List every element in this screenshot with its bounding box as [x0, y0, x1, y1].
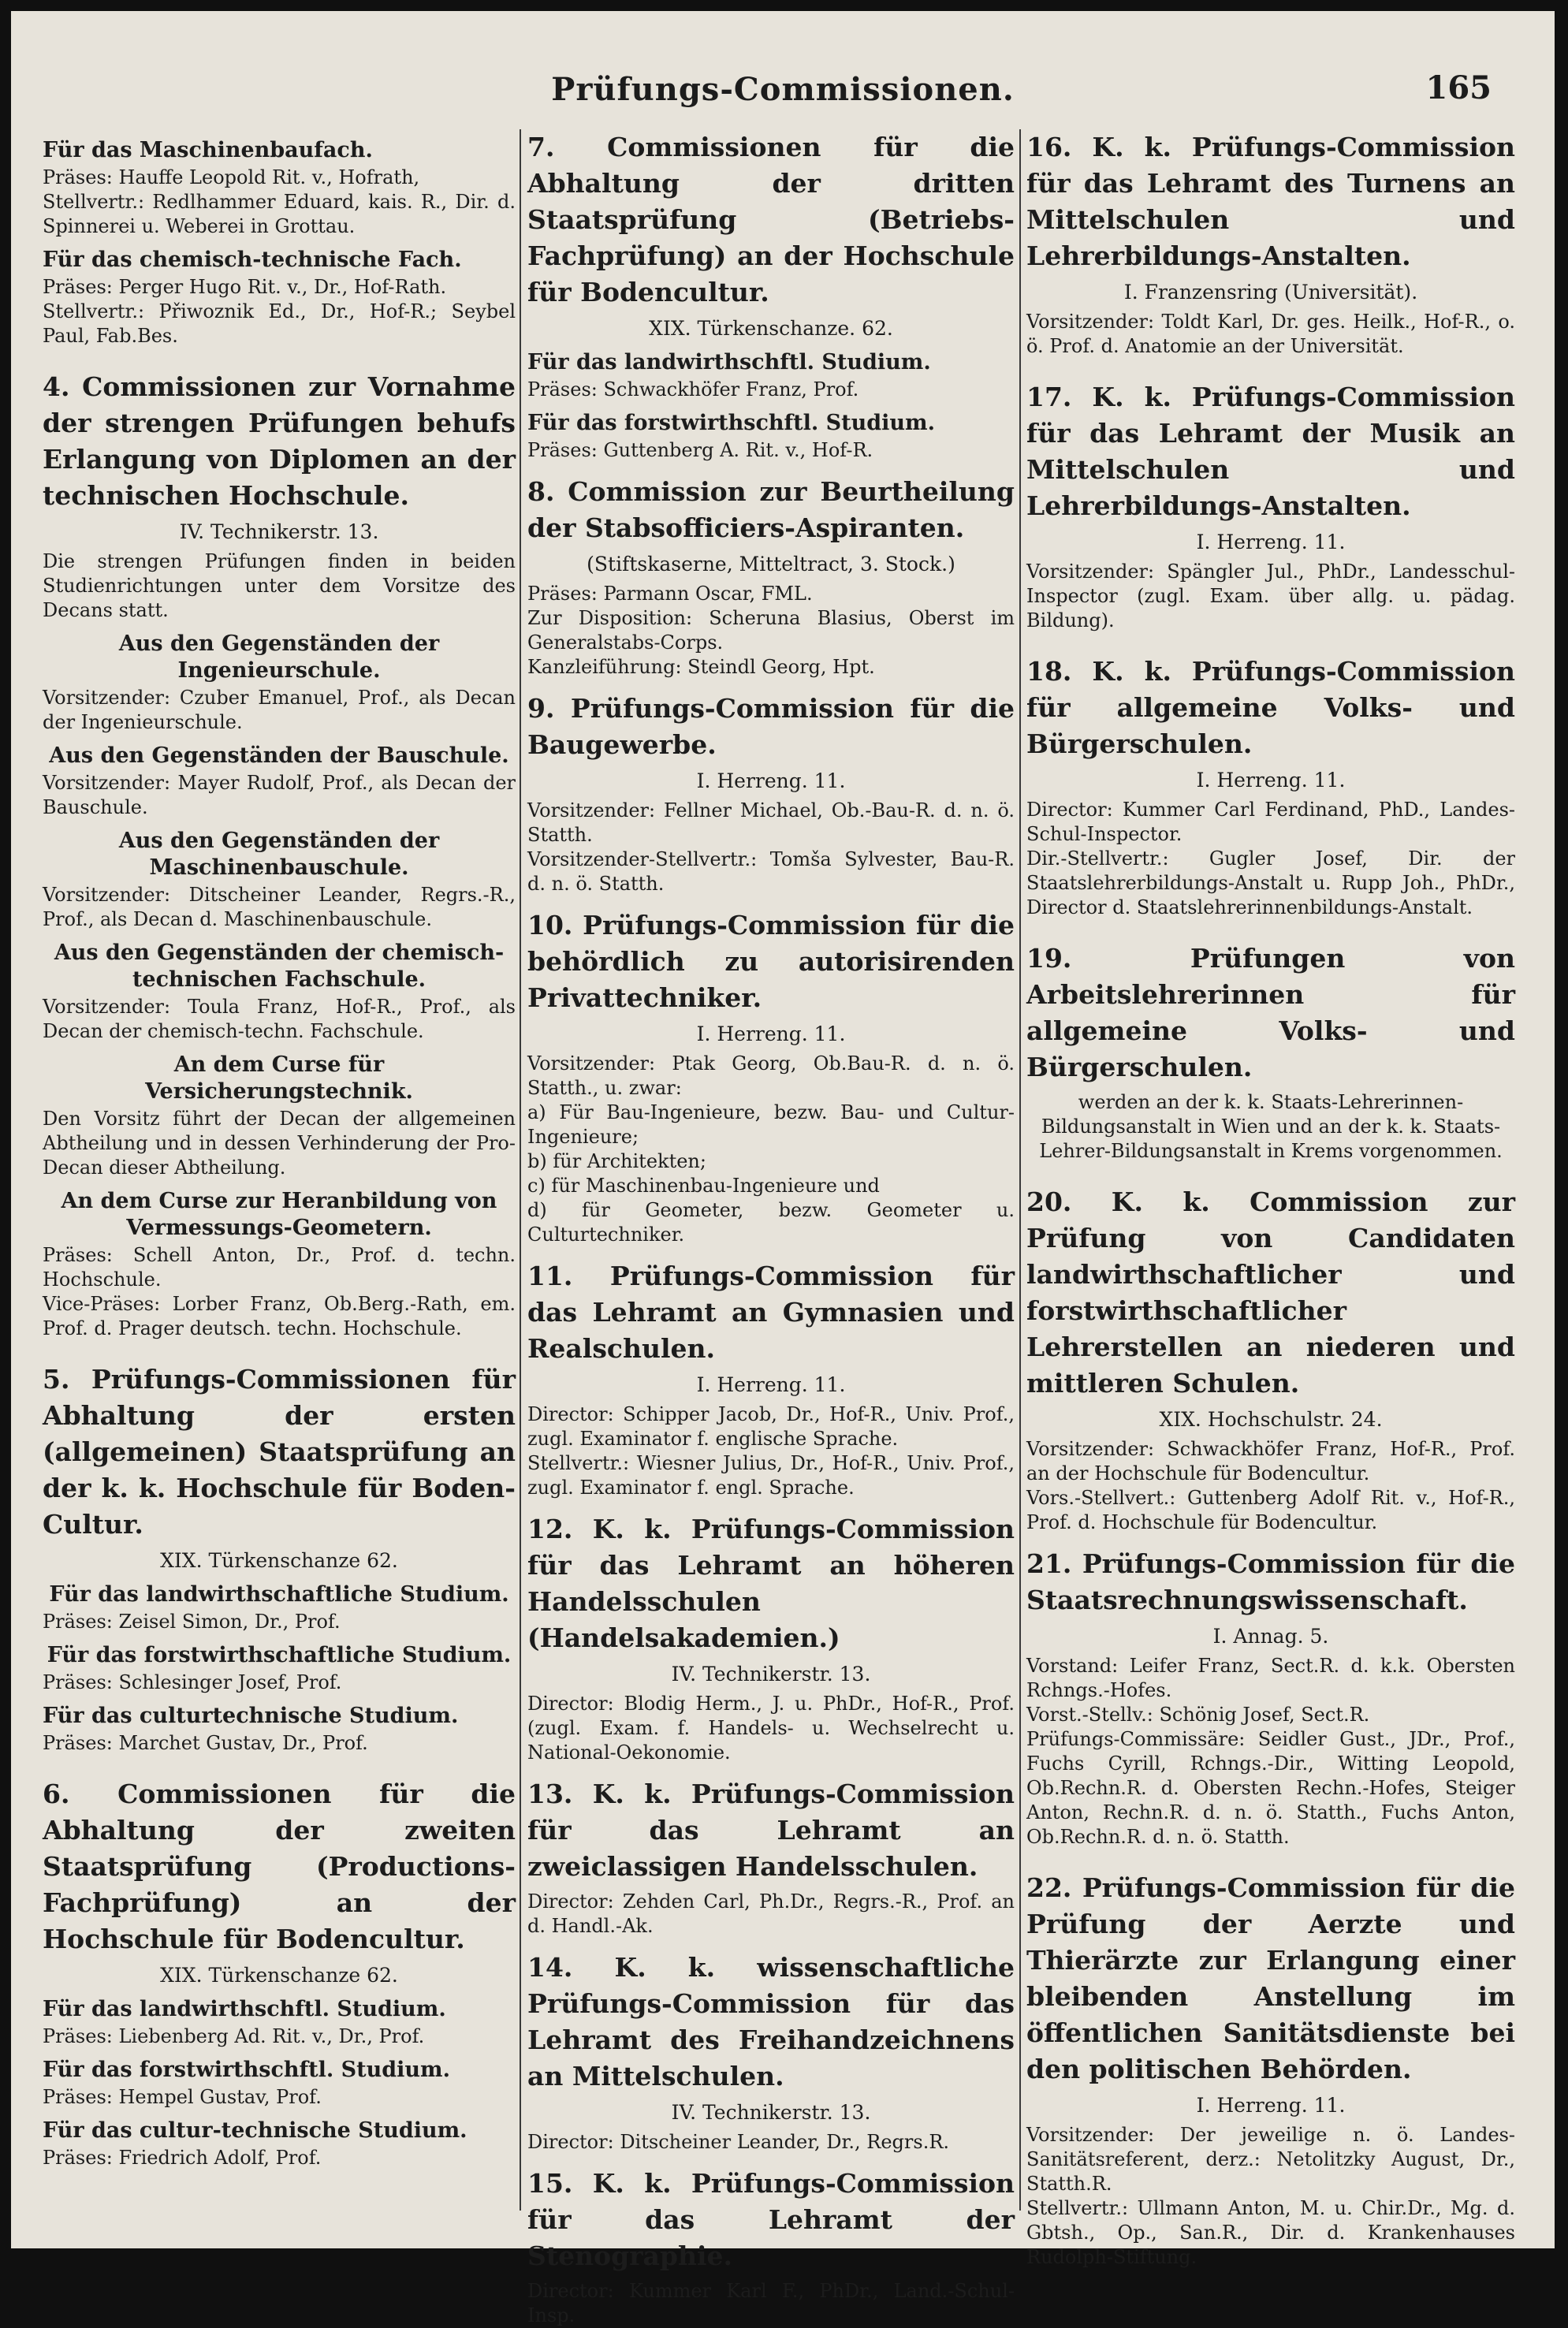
subsection-title: Für das landwirthschaftliche Studium.: [49, 1582, 509, 1607]
entry-text: c) für Maschinenbau-Ingenieure und: [527, 1175, 880, 1197]
entry-text: Director: Kummer Carl Ferdinand, PhD., Landes-Schul-Inspector.: [1026, 799, 1515, 845]
entry-text: Vorsitzender-Stellvertr.: Tomša Sylvester, Bau-R. d. n. ö. Statth.: [527, 848, 1015, 895]
subsection-title: Aus den Gegenständen der Ingenieurschule.: [118, 631, 440, 683]
entry-text: Kanzleiführung: Steindl Georg, Hpt.: [527, 656, 875, 678]
subsection-title: Aus den Gegenständen der chemisch-technischen Fachschule.: [54, 941, 505, 992]
entry-text: Vorsitzender: Fellner Michael, Ob.-Bau-R. d. n. ö. Statth.: [527, 799, 1015, 846]
entry-text: Den Vorsitz führt der Decan der allgemeinen Abtheilung und in dessen Verhinderung der Pro-Decan dieser Abtheilung.: [43, 1108, 516, 1179]
entry-text: Präses: Schlesinger Josef, Prof.: [43, 1671, 342, 1693]
entry-text: Vorst.-Stellv.: Schönig Josef, Sect.R.: [1026, 1704, 1370, 1726]
subsection-title: Aus den Gegenständen der Maschinenbauschule.: [118, 829, 440, 880]
section-heading: 12. K. k. Prüfungs-Commission für das Lehramt an höheren Handelsschulen (Handelsakademien.): [527, 1514, 1015, 1653]
section-heading: 16. K. k. Prüfungs-Commission für das Lehramt des Turnens an Mittelschulen und Lehrerbildungs-Anstalten.: [1026, 132, 1515, 271]
address: (Stiftskaserne, Mitteltract, 3. Stock.): [587, 553, 955, 575]
column-divider: [520, 129, 521, 2211]
subsection-title: Für das forstwirthschftl. Studium.: [527, 411, 936, 435]
entry-text: Vorsitzender: Mayer Rudolf, Prof., als Decan der Bauschule.: [43, 772, 516, 818]
entry-text: Die strengen Prüfungen finden in beiden Studienrichtungen unter dem Vorsitze des Decans statt.: [43, 550, 516, 621]
page-number: 165: [1425, 69, 1492, 106]
entry-text: Präses: Marchet Gustav, Dr., Prof.: [43, 1732, 368, 1754]
address: I. Herreng. 11.: [1196, 769, 1346, 792]
entry-text: Vorsitzender: Ditscheiner Leander, Regrs.-R., Prof., als Decan d. Maschinenbauschule.: [43, 884, 516, 930]
address: XIX. Hochschulstr. 24.: [1159, 1408, 1383, 1431]
entry-text: Präses: Perger Hugo Rit. v., Dr., Hof-Rath.: [43, 276, 447, 298]
section-heading: 17. K. k. Prüfungs-Commission für das Lehramt der Musik an Mittelschulen und Lehrerbildungs-Anstalten.: [1026, 382, 1515, 521]
section-heading: 11. Prüfungs-Commission für das Lehramt an Gymnasien und Realschulen.: [527, 1261, 1015, 1364]
subsection-title: An dem Curse für Versicherungstechnik.: [145, 1052, 413, 1104]
entry-text: Präses: Hempel Gustav, Prof.: [43, 2086, 322, 2108]
section-heading: 9. Prüfungs-Commission für die Baugewerbe.: [527, 693, 1015, 760]
entry-text: Vorsitzender: Spängler Jul., PhDr., Landesschul-Inspector (zugl. Exam. über allg. u. pädag. Bildung).: [1026, 561, 1515, 631]
entry-text: Präses: Parmann Oscar, FML.: [527, 583, 813, 605]
entry-text: Vorsitzender: Ptak Georg, Ob.Bau-R. d. n. ö. Statth., u. zwar:: [527, 1052, 1015, 1099]
entry-text: Zur Disposition: Scheruna Blasius, Oberst im Generalstabs-Corps.: [527, 607, 1015, 654]
entry-text: Vors.-Stellvert.: Guttenberg Adolf Rit. v., Hof-R., Prof. d. Hochschule für Bodencultur.: [1026, 1487, 1515, 1533]
entry-text: Director: Blodig Herm., J. u. PhDr., Hof-R., Prof. (zugl. Exam. f. Handels- u. Wechselrecht u. National-Oekonomie.: [527, 1693, 1015, 1764]
address: I. Herreng. 11.: [1196, 2094, 1346, 2117]
entry-text: Prüfungs-Commissäre: Seidler Gust., JDr., Prof., Fuchs Cyrill, Rchngs.-Dir., Witting Leopold, Ob.Rechn.R. d. Obersten Rechn.-Hofes, Steiger Anton, Rechn.R. d. n. ö. Statth., Fuchs Anton, Ob.Rechn.R. d. n. ö. Statth.: [1026, 1728, 1515, 1848]
address: I. Herreng. 11.: [696, 1373, 846, 1396]
entry-text: a) Für Bau-Ingenieure, bezw. Bau- und Cultur-Ingenieure;: [527, 1101, 1015, 1148]
section-heading: 18. K. k. Prüfungs-Commission für allgemeine Volks- und Bürgerschulen.: [1026, 656, 1515, 759]
entry-text: Stellvertr.: Redlhammer Eduard, kais. R., Dir. d. Spinnerei u. Weberei in Grottau.: [43, 191, 516, 237]
subsection-title: An dem Curse zur Heranbildung von Vermessungs-Geometern.: [61, 1189, 497, 1240]
entry-text: Präses: Guttenberg A. Rit. v., Hof-R.: [527, 439, 873, 461]
entry-text: Vorsitzender: Czuber Emanuel, Prof., als Decan der Ingenieurschule.: [43, 687, 516, 733]
address: I. Herreng. 11.: [1196, 531, 1346, 553]
entry-text: Vorsitzender: Toula Franz, Hof-R., Prof., als Decan der chemisch-techn. Fachschule.: [43, 996, 516, 1042]
subsection-title: Für das Maschinenbaufach.: [43, 138, 373, 162]
section-heading: 14. K. k. wissenschaftliche Prüfungs-Commission für das Lehramt des Freihandzeichnens an Mittelschulen.: [527, 1952, 1015, 2091]
column-divider: [1019, 129, 1021, 2211]
address: IV. Technikerstr. 13.: [671, 1663, 871, 1685]
entry-text: Stellvertr.: Ullmann Anton, M. u. Chir.Dr., Mg. d. Gbtsh., Op., San.R., Dir. d. Krankenhauses Rudolph-Stiftung.: [1026, 2197, 1515, 2268]
section-heading: 8. Commission zur Beurtheilung der Stabsofficiers-Aspiranten.: [527, 476, 1015, 543]
entry-text: Vorsitzender: Schwackhöfer Franz, Hof-R., Prof. an der Hochschule für Bodencultur.: [1026, 1438, 1515, 1484]
entry-text: Director: Ditscheiner Leander, Dr., Regrs.R.: [527, 2131, 950, 2153]
entry-text: b) für Architekten;: [527, 1150, 706, 1172]
column-left: [43, 129, 516, 2170]
address: I. Herreng. 11.: [696, 769, 846, 792]
entry-text: Vice-Präses: Lorber Franz, Ob.Berg.-Rath, em. Prof. d. Prager deutsch. techn. Hochschule.: [43, 1293, 516, 1339]
entry-text: Director: Zehden Carl, Ph.Dr., Regrs.-R., Prof. an d. Handl.-Ak.: [527, 1890, 1015, 1937]
entry-text: Vorsitzender: Der jeweilige n. ö. Landes-Sanitätsreferent, derz.: Netolitzky August, Dr., Statth.R.: [1026, 2124, 1515, 2195]
entry-text: Präses: Schell Anton, Dr., Prof. d. techn. Hochschule.: [43, 1244, 516, 1291]
subsection-title: Für das chemisch-technische Fach.: [43, 248, 462, 272]
address: XIX. Türkenschanze. 62.: [649, 317, 893, 340]
entry-text: Director: Schipper Jacob, Dr., Hof-R., Univ. Prof., zugl. Examinator f. englische Sprache.: [527, 1403, 1015, 1450]
column-middle: [527, 129, 1015, 2328]
entry-text: Präses: Hauffe Leopold Rit. v., Hofrath,: [43, 166, 420, 188]
subsection-title: Für das forstwirthschftl. Studium.: [43, 2058, 451, 2082]
address: XIX. Türkenschanze 62.: [160, 1549, 398, 1572]
entry-text: Präses: Friedrich Adolf, Prof.: [43, 2147, 322, 2169]
section-heading: 10. Prüfungs-Commission für die behördlich zu autorisirenden Privattechniker.: [527, 910, 1015, 1013]
section-heading: 21. Prüfungs-Commission für die Staatsrechnungswissenschaft.: [1026, 1548, 1515, 1615]
entry-text: werden an der k. k. Staats-Lehrerinnen-Bildungsanstalt in Wien und an der k. k. Staats-Lehrer-Bildungsanstalt in Krems vorgenommen.: [1039, 1091, 1503, 1162]
address: IV. Technikerstr. 13.: [179, 520, 379, 543]
entry-text: Präses: Schwackhöfer Franz, Prof.: [527, 378, 859, 400]
entry-text: Präses: Liebenberg Ad. Rit. v., Dr., Prof.: [43, 2025, 425, 2047]
section-heading: 4. Commissionen zur Vornahme der strengen Prüfungen behufs Erlangung von Diplomen an der technischen Hochschule.: [43, 371, 516, 511]
entry-text: Präses: Zeisel Simon, Dr., Prof.: [43, 1611, 341, 1633]
entry-text: Vorstand: Leifer Franz, Sect.R. d. k.k. Obersten Rchngs.-Hofes.: [1026, 1655, 1515, 1701]
section-heading: 6. Commissionen für die Abhaltung der zweiten Staatsprüfung (Productions-Fachprüfung) an der Hochschule für Bodencultur.: [43, 1779, 516, 1954]
entry-text: Stellvertr.: Wiesner Julius, Dr., Hof-R., Univ. Prof., zugl. Examinator f. engl. Sprache.: [527, 1452, 1015, 1499]
section-heading: 20. K. k. Commission zur Prüfung von Candidaten landwirthschaftlicher und forstwirthschaftlicher Lehrerstellen an niederen und mittleren Schulen.: [1026, 1186, 1515, 1399]
column-right: [1026, 129, 1515, 2270]
subsection-title: Für das forstwirthschaftliche Studium.: [47, 1643, 512, 1667]
section-heading: 22. Prüfungs-Commission für die Prüfung der Aerzte und Thierärzte zur Erlangung einer bleibenden Anstellung im öffentlichen Sanitätsdienste bei den politischen Behörden.: [1026, 1872, 1515, 2084]
running-title: Prüfungs-Commissionen.: [551, 71, 1015, 108]
section-heading: 7. Commissionen für die Abhaltung der dritten Staatsprüfung (Betriebs-Fachprüfung) an der Hochschule für Bodencultur.: [527, 132, 1015, 307]
address: I. Franzensring (Universität).: [1123, 281, 1418, 304]
section-heading: 13. K. k. Prüfungs-Commission für das Lehramt an zweiclassigen Handelsschulen.: [527, 1779, 1015, 1882]
section-heading: 5. Prüfungs-Commissionen für Abhaltung der ersten (allgemeinen) Staatsprüfung an der k. k. Hochschule für Boden-Cultur.: [43, 1364, 516, 1540]
entry-text: Director: Kummer Karl F., PhDr., Land.-Schul-Insp.: [527, 2280, 1015, 2326]
entry-text: Stellvertr.: Přiwoznik Ed., Dr., Hof-R.; Seybel Paul, Fab.Bes.: [43, 300, 516, 347]
section-heading: 15. K. k. Prüfungs-Commission für das Lehramt der Stenographie.: [527, 2168, 1015, 2271]
subsection-title: Aus den Gegenständen der Bauschule.: [49, 743, 509, 768]
address: XIX. Türkenschanze 62.: [160, 1964, 398, 1987]
entry-text: d) für Geometer, bezw. Geometer u. Culturtechniker.: [527, 1199, 1015, 1246]
entry-text: Dir.-Stellvertr.: Gugler Josef, Dir. der Staatslehrerbildungs-Anstalt u. Rupp Joh., PhDr., Director d. Staatslehrerinnenbildungs-Anstalt.: [1026, 847, 1515, 918]
subsection-title: Für das landwirthschftl. Studium.: [527, 350, 931, 374]
subsection-title: Für das landwirthschftl. Studium.: [43, 1997, 446, 2021]
subsection-title: Für das culturtechnische Studium.: [43, 1704, 459, 1728]
entry-text: Vorsitzender: Toldt Karl, Dr. ges. Heilk., Hof-R., o. ö. Prof. d. Anatomie an der Universität.: [1026, 311, 1515, 357]
address: IV. Technikerstr. 13.: [671, 2101, 871, 2124]
address: I. Annag. 5.: [1212, 1625, 1329, 1648]
document-page: [11, 11, 1555, 2326]
section-heading: 19. Prüfungen von Arbeitslehrerinnen für allgemeine Volks- und Bürgerschulen.: [1026, 943, 1515, 1082]
address: I. Herreng. 11.: [696, 1022, 846, 1045]
subsection-title: Für das cultur-technische Studium.: [43, 2118, 467, 2143]
